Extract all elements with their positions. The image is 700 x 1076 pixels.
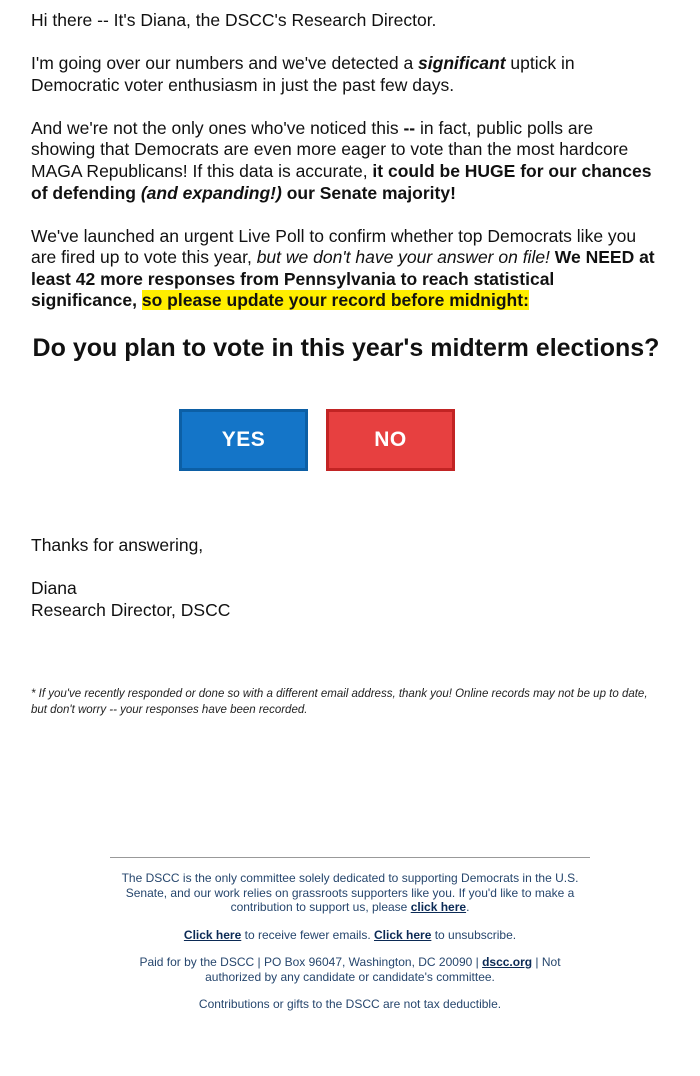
- footer-mission: [110, 871, 590, 915]
- dscc-site-link[interactable]: dscc.org: [482, 955, 533, 969]
- footer-email-prefs: [110, 928, 590, 943]
- greeting: Hi there -- It's Diana, the DSCC's Research Director.: [31, 10, 437, 30]
- no-button[interactable]: NO: [326, 409, 455, 471]
- emphasis: significant: [418, 53, 506, 74]
- text: uptick in Democratic voter enthusiasm in just the past few days.: [31, 53, 575, 95]
- paragraph-live-poll: [31, 226, 661, 312]
- footer-divider: [110, 857, 590, 858]
- poll-buttons: [179, 409, 459, 475]
- bold-text: it could be HUGE for our chances of defending: [31, 160, 652, 203]
- signer-name: Diana: [31, 578, 77, 598]
- unsubscribe-link[interactable]: Click here: [374, 927, 432, 942]
- text: We've launched an urgent Live Poll to confirm whether top Democrats like you are fired up to vote this year,: [31, 225, 637, 268]
- signoff: [31, 534, 230, 621]
- text: | Not authorized by any candidate or candidate's committee.: [205, 955, 561, 984]
- paragraph-uptick: [31, 53, 661, 96]
- text: Paid for by the DSCC | PO Box 96047, Washington, DC 20090 |: [139, 955, 483, 969]
- text: in fact, public polls are showing that Democrats are even more eager to vote than the most hardcore MAGA Republicans! If this data is accurate,: [31, 117, 629, 181]
- fewer-emails-link[interactable]: Click here: [183, 927, 242, 942]
- bold-italic-text: (and expanding!): [140, 182, 282, 203]
- yes-button[interactable]: YES: [179, 409, 308, 471]
- bold-text: our Senate majority!: [281, 182, 456, 203]
- text: to receive fewer emails.: [241, 927, 374, 942]
- highlighted-text: so please update your record before midnight:: [141, 290, 529, 311]
- signer-title: Research Director, DSCC: [31, 600, 231, 620]
- email-body: [31, 10, 661, 363]
- text: I'm going over our numbers and we've detected a: [31, 53, 419, 74]
- footer: [110, 871, 590, 1025]
- text: The DSCC is the only committee solely dedicated to supporting Democrats in the U.S. Senate, and our work relies on grassroots supporters like you. If you'd like to make a contribution to support us, please: [121, 871, 579, 914]
- italic-text: but we don't have your answer on file!: [256, 247, 550, 268]
- footer-paid-for: [110, 955, 590, 984]
- contribute-link[interactable]: click here: [410, 900, 467, 914]
- thanks-text: Thanks for answering,: [31, 535, 204, 555]
- bold-text: We NEED at least 42 more responses from Pennsylvania to reach statistical significance,: [31, 247, 655, 311]
- poll-question: Do you plan to vote in this year's midterm elections?: [32, 333, 660, 362]
- dash: --: [403, 117, 416, 138]
- text: And we're not the only ones who've noticed this: [31, 117, 404, 138]
- spacer: [31, 556, 230, 577]
- paragraph-polls: [31, 118, 661, 204]
- footer-tax-note: Contributions or gifts to the DSCC are not tax deductible.: [198, 997, 502, 1011]
- text: .: [466, 900, 470, 914]
- text: to unsubscribe.: [431, 927, 517, 942]
- footnote: * If you've recently responded or done so with a different email address, thank you! Online records may not be up to date, but don't worry -- your responses have been recorded.: [31, 688, 648, 716]
